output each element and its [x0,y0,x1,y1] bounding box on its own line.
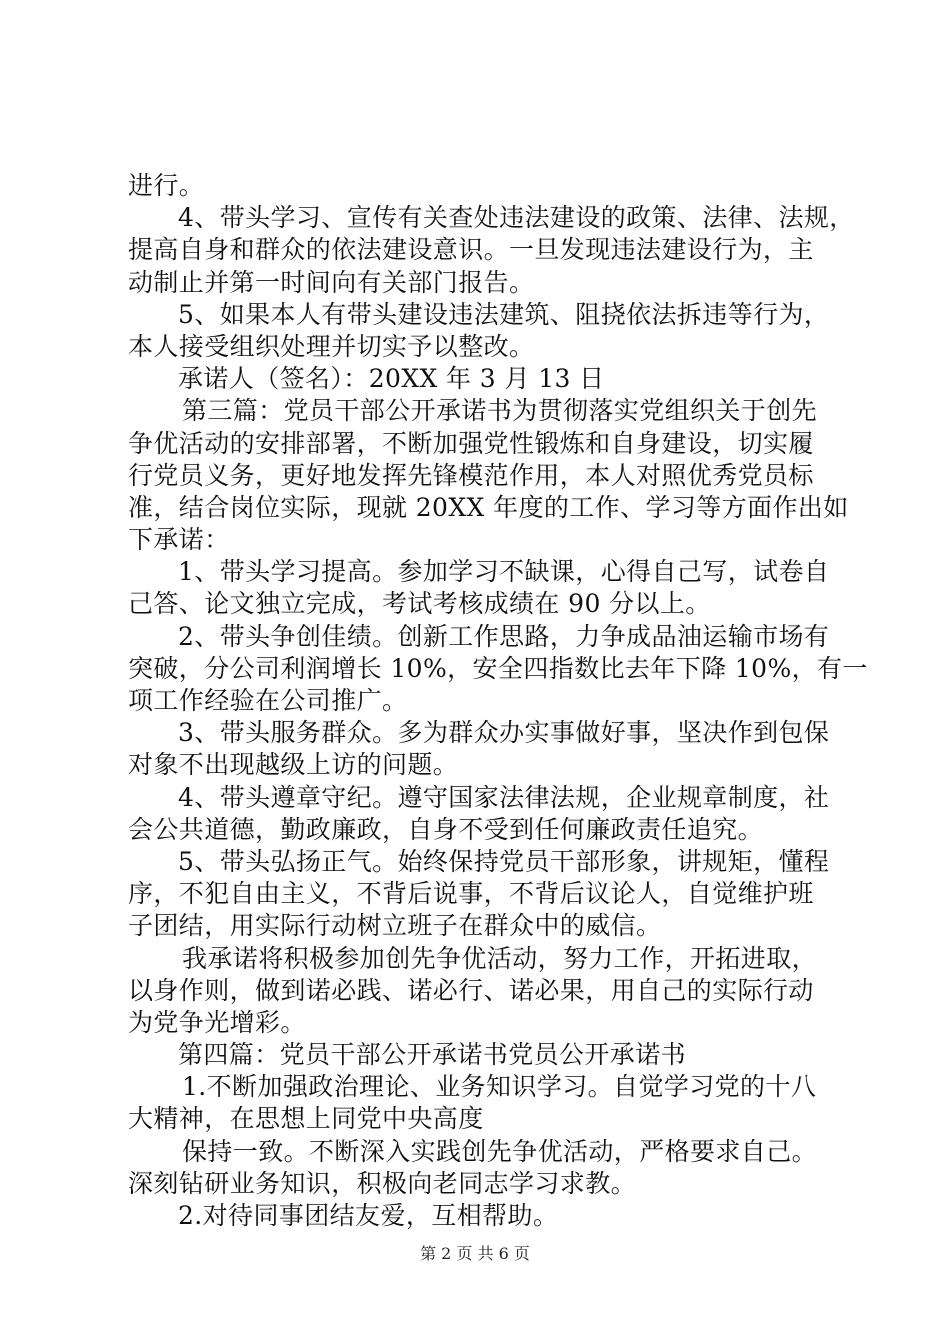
text-line: 5、如果本人有带头建设违法建筑、阻挠依法拆违等行为， [178,299,830,329]
text-line: 2、带头争创佳绩。创新工作思路，力争成品油运输市场有 [178,621,830,651]
section-heading-line: 第四篇：党员干部公开承诺书党员公开承诺书 [178,1040,687,1070]
text-line: 项工作经验在公司推广。 [128,686,408,715]
text-line: 以身作则，做到诺必践、诺必行、诺必果，用自己的实际行动 [128,975,814,1005]
text-line: 行党员义务，更好地发挥先锋模范作用，本人对照优秀党员标 [128,460,814,490]
text-line: 突破，分公司利润增长 10%，安全四指数比去年下降 10%，有一 [128,653,868,683]
text-line: 我承诺将积极参加创先争优活动，努力工作，开拓进取， [182,943,818,973]
text-line: 提高自身和群众的依法建设意识。一旦发现违法建设行为，主 [128,235,814,265]
text-line: 4、带头学习、宣传有关查处违法建设的政策、法律、法规， [178,203,855,233]
text-line: 争优活动的安排部署，不断加强党性锻炼和自身建设，切实履 [128,428,814,458]
section-heading-line: 第三篇：党员干部公开承诺书为贯彻落实党组织关于创先 [182,396,818,426]
text-line: 大精神，在思想上同党中央高度 [128,1104,484,1134]
text-line: 3、带头服务群众。多为群众办实事做好事，坚决作到包保 [178,718,830,748]
text-line: 动制止并第一时间向有关部门报告。 [128,267,535,297]
page-number: 第 2 页 共 6 页 [420,1244,530,1263]
text-line: 深刻钻研业务知识，积极向老同志学习求教。 [128,1168,637,1198]
text-line: 1.不断加强政治理论、业务知识学习。自觉学习党的十八 [182,1072,817,1102]
text-line: 2.对待同事团结友爱，互相帮助。 [178,1201,559,1230]
text-line: 为党争光增彩。 [128,1007,306,1037]
text-line: 承诺人（签名）：20XX 年 3 月 13 日 [178,364,605,394]
text-line: 己答、论文独立完成，考试考核成绩在 90 分以上。 [128,589,711,619]
text-line: 准，结合岗位实际，现就 20XX 年度的工作、学习等方面作出如 [128,492,849,522]
text-line: 4、带头遵章守纪。遵守国家法律法规，企业规章制度，社 [178,782,830,812]
document-body [128,170,868,1232]
text-line: 5、带头弘扬正气。始终保持党员干部形象，讲规矩，懂程 [178,846,830,876]
text-line: 本人接受组织处理并切实予以整改。 [128,331,535,361]
page-footer [0,1244,950,1264]
text-line: 对象不出现越级上访的问题。 [128,750,459,780]
text-line: 会公共道德，勤政廉政，自身不受到任何廉政责任追究。 [128,814,764,844]
text-line: 保持一致。不断深入实践创先争优活动，严格要求自己。 [182,1136,818,1166]
text-line: 下承诺： [128,525,230,555]
text-line: 子团结，用实际行动树立班子在群众中的威信。 [128,911,662,941]
text-line: 进行。 [128,171,205,200]
text-line: 1、带头学习提高。参加学习不缺课，心得自己写，试卷自 [178,557,830,587]
text-line: 序，不犯自由主义，不背后说事，不背后议论人，自觉维护班 [128,879,814,909]
